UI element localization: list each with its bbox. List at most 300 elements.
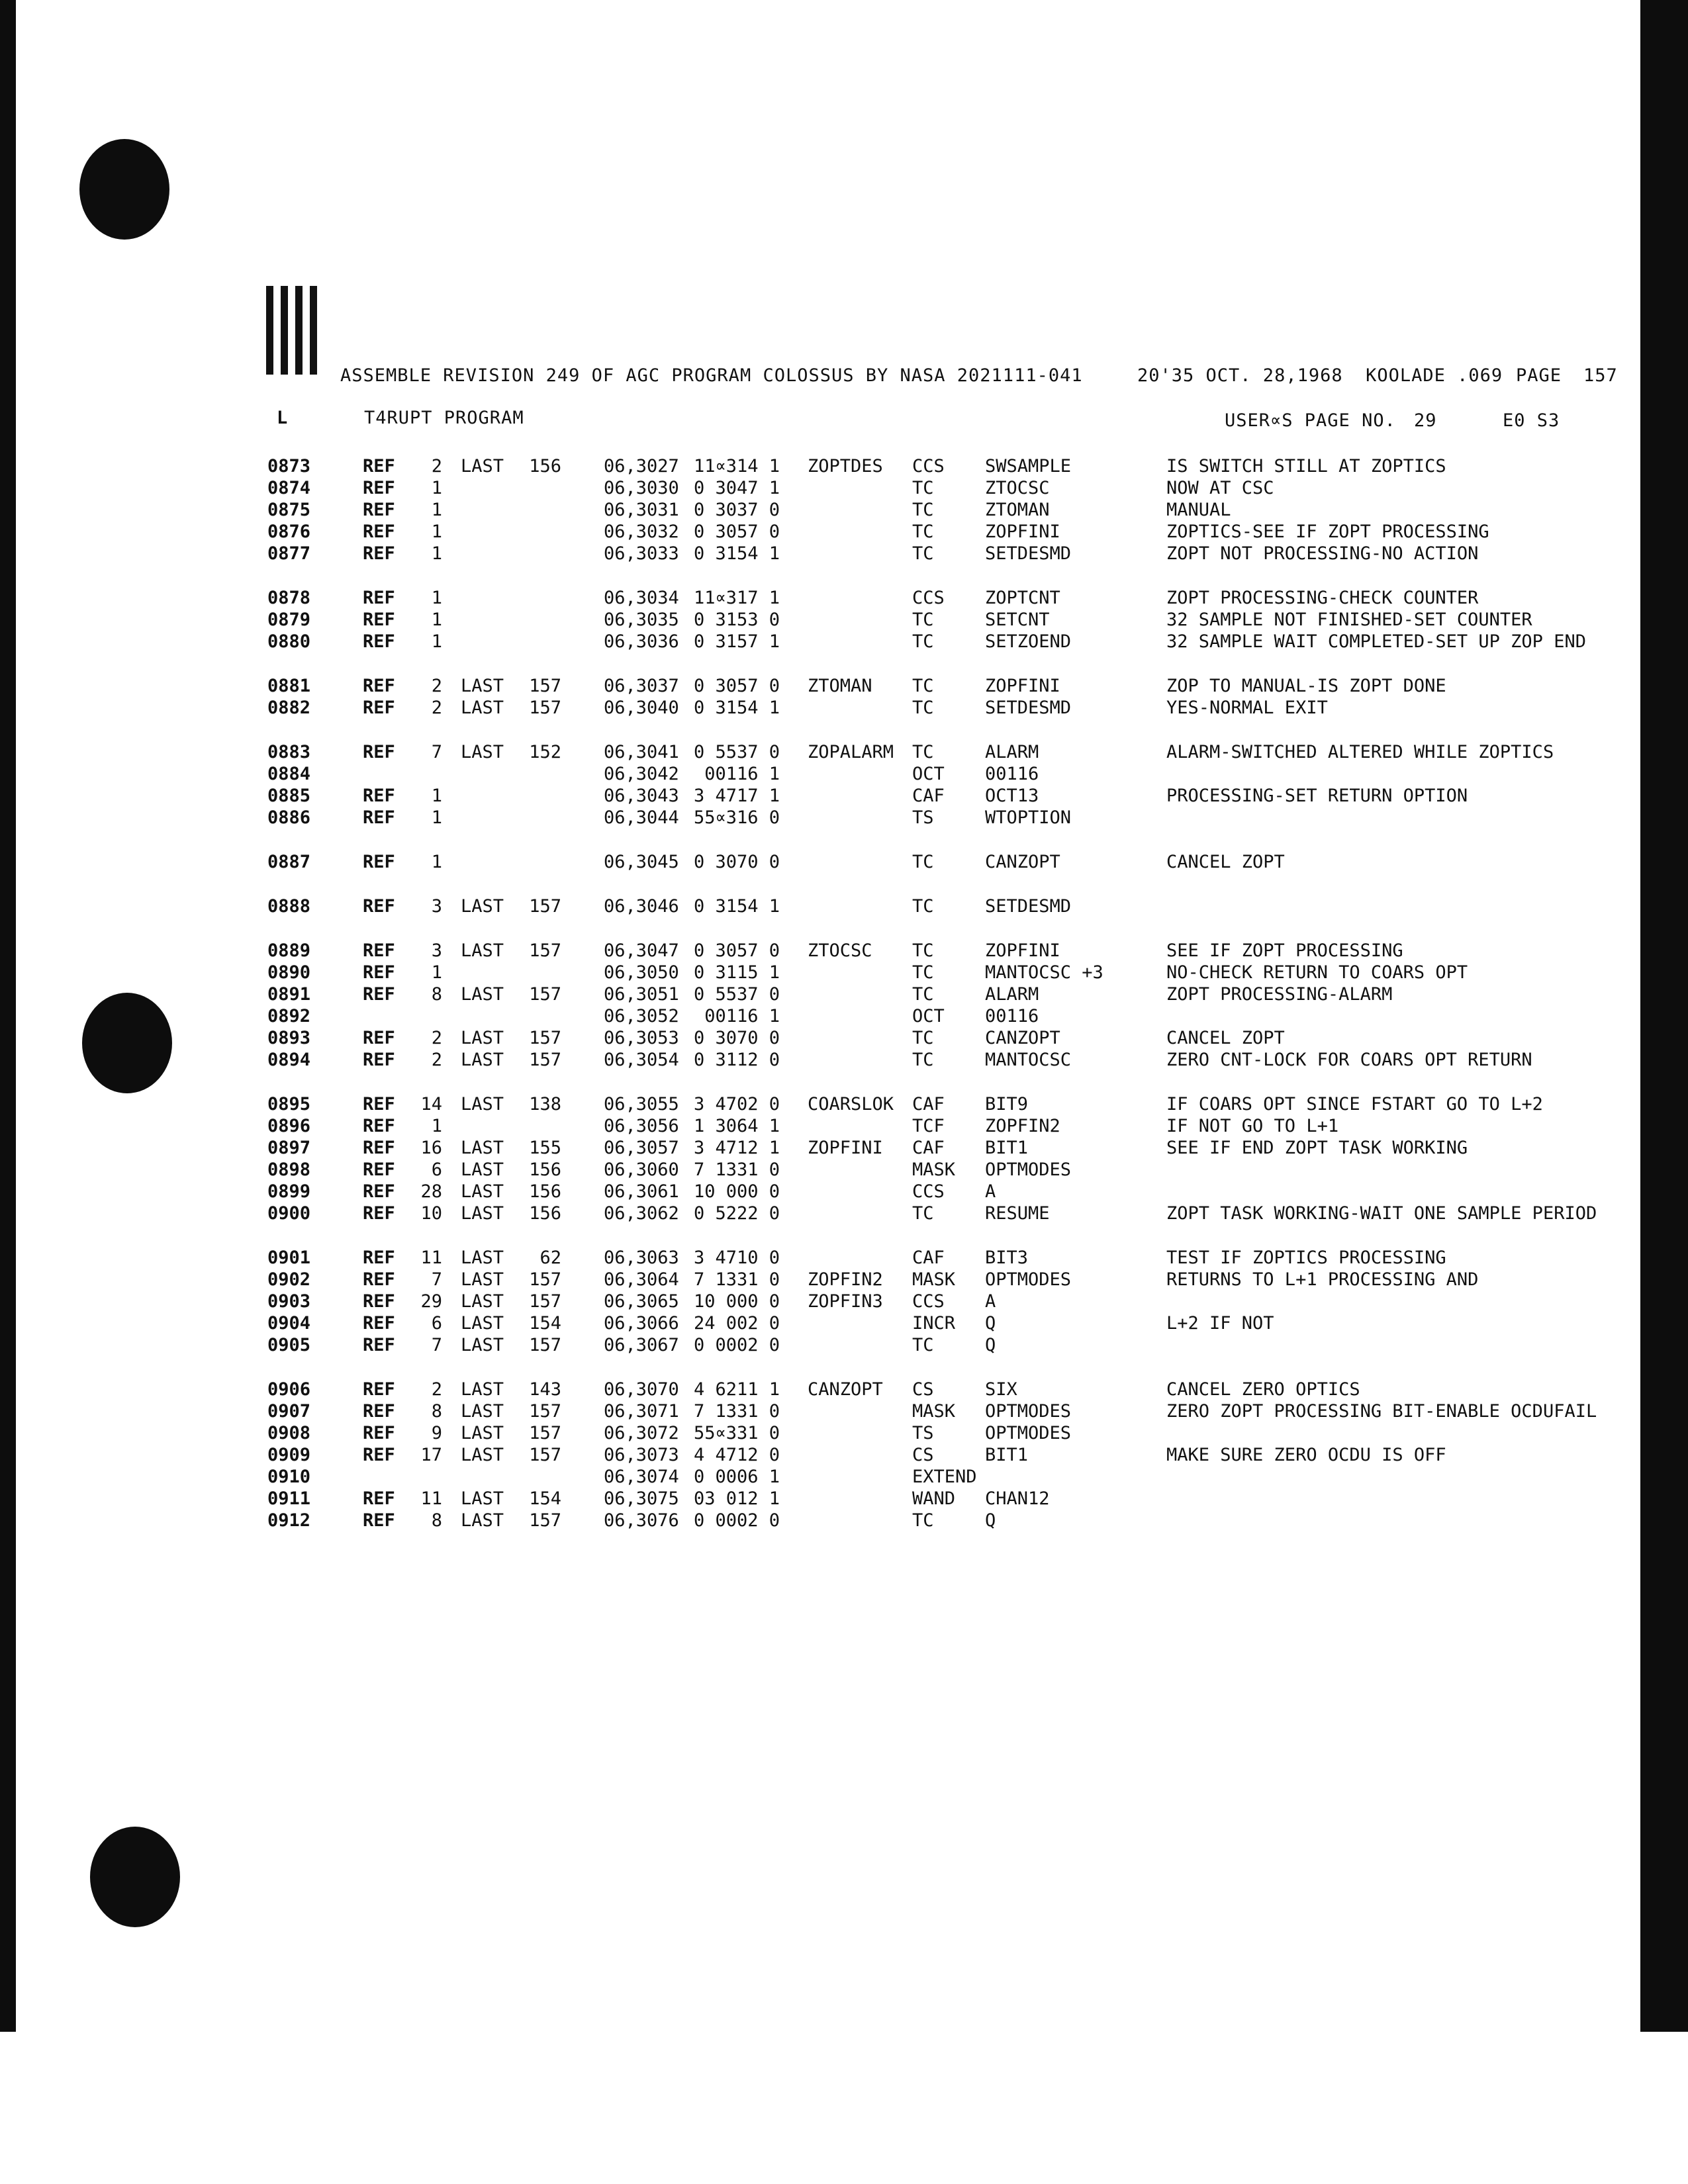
last-page: 157 bbox=[529, 1510, 561, 1531]
comment: TEST IF ZOPTICS PROCESSING bbox=[1166, 1248, 1446, 1268]
opcode: TC bbox=[912, 698, 934, 718]
address: 06,3070 bbox=[604, 1379, 679, 1400]
listing-row bbox=[0, 1312, 1688, 1334]
operand: CANZOPT bbox=[985, 852, 1060, 872]
last-keyword: LAST bbox=[461, 1510, 504, 1531]
ref-keyword: REF bbox=[363, 543, 395, 564]
line-number: 0906 bbox=[267, 1379, 311, 1400]
comment: IF COARS OPT SINCE FSTART GO TO L+2 bbox=[1166, 1094, 1543, 1115]
object-code: 0 3057 0 bbox=[694, 676, 780, 696]
opcode: TC bbox=[912, 1028, 934, 1048]
address: 06,3046 bbox=[604, 896, 679, 917]
object-code: 0 5537 0 bbox=[694, 742, 780, 762]
comment: ZOPT PROCESSING-CHECK COUNTER bbox=[1166, 588, 1479, 608]
listing-row bbox=[0, 1027, 1688, 1049]
opcode: CCS bbox=[912, 1181, 945, 1202]
opcode: CCS bbox=[912, 588, 945, 608]
ref-keyword: REF bbox=[363, 1291, 395, 1312]
object-code: 0 3047 1 bbox=[694, 478, 780, 498]
opcode: TC bbox=[912, 1510, 934, 1531]
listing-row bbox=[0, 1247, 1688, 1269]
ref-keyword: REF bbox=[363, 962, 395, 983]
object-code: 11∝317 1 bbox=[694, 588, 780, 608]
ref-count: 8 bbox=[431, 984, 442, 1005]
last-page: 157 bbox=[529, 984, 561, 1005]
listing-row bbox=[0, 587, 1688, 609]
last-keyword: LAST bbox=[461, 1291, 504, 1312]
address: 06,3066 bbox=[604, 1313, 679, 1334]
last-page: 157 bbox=[529, 676, 561, 696]
operand: CANZOPT bbox=[985, 1028, 1060, 1048]
comment: NO-CHECK RETURN TO COARS OPT bbox=[1166, 962, 1468, 983]
ref-keyword: REF bbox=[363, 1379, 395, 1400]
ref-count: 1 bbox=[431, 478, 442, 498]
address: 06,3041 bbox=[604, 742, 679, 762]
operand: SIX bbox=[985, 1379, 1017, 1400]
last-keyword: LAST bbox=[461, 1138, 504, 1158]
line-number: 0904 bbox=[267, 1313, 311, 1334]
address: 06,3047 bbox=[604, 940, 679, 961]
ref-count: 16 bbox=[420, 1138, 442, 1158]
line-number: 0892 bbox=[267, 1006, 311, 1026]
opcode: TC bbox=[912, 478, 934, 498]
ref-keyword: REF bbox=[363, 984, 395, 1005]
listing-row bbox=[0, 851, 1688, 873]
ref-keyword: REF bbox=[363, 852, 395, 872]
comment: L+2 IF NOT bbox=[1166, 1313, 1274, 1334]
object-code: 24 002 0 bbox=[694, 1313, 780, 1334]
comment: ZERO ZOPT PROCESSING BIT-ENABLE OCDUFAIL bbox=[1166, 1401, 1597, 1422]
comment: ZOP TO MANUAL-IS ZOPT DONE bbox=[1166, 676, 1446, 696]
operand: OPTMODES bbox=[985, 1423, 1072, 1443]
object-code: 3 4710 0 bbox=[694, 1248, 780, 1268]
comment: 32 SAMPLE NOT FINISHED-SET COUNTER bbox=[1166, 610, 1532, 630]
listing-row bbox=[0, 983, 1688, 1005]
line-number: 0874 bbox=[267, 478, 311, 498]
line-number: 0901 bbox=[267, 1248, 311, 1268]
opcode: MASK bbox=[912, 1401, 956, 1422]
last-page: 157 bbox=[529, 1269, 561, 1290]
listing-row bbox=[0, 1379, 1688, 1400]
opcode: TC bbox=[912, 1203, 934, 1224]
ref-count: 14 bbox=[420, 1094, 442, 1115]
object-code: 0 3070 0 bbox=[694, 1028, 780, 1048]
ref-keyword: REF bbox=[363, 676, 395, 696]
object-code: 0 3157 1 bbox=[694, 631, 780, 652]
opcode: TC bbox=[912, 984, 934, 1005]
address: 06,3073 bbox=[604, 1445, 679, 1465]
opcode: OCT bbox=[912, 764, 945, 784]
address: 06,3053 bbox=[604, 1028, 679, 1048]
listing-row bbox=[0, 1093, 1688, 1115]
object-code: 0 3057 0 bbox=[694, 940, 780, 961]
ref-count: 7 bbox=[431, 1335, 442, 1355]
last-keyword: LAST bbox=[461, 456, 504, 477]
address: 06,3034 bbox=[604, 588, 679, 608]
comment: MAKE SURE ZERO OCDU IS OFF bbox=[1166, 1445, 1446, 1465]
address: 06,3030 bbox=[604, 478, 679, 498]
operand: OPTMODES bbox=[985, 1401, 1072, 1422]
ref-count: 7 bbox=[431, 1269, 442, 1290]
ref-keyword: REF bbox=[363, 940, 395, 961]
address: 06,3075 bbox=[604, 1488, 679, 1509]
object-code: 0 0002 0 bbox=[694, 1510, 780, 1531]
opcode: CAF bbox=[912, 1094, 945, 1115]
operand: RESUME bbox=[985, 1203, 1050, 1224]
last-keyword: LAST bbox=[461, 896, 504, 917]
comment: 32 SAMPLE WAIT COMPLETED-SET UP ZOP END bbox=[1166, 631, 1586, 652]
ref-keyword: REF bbox=[363, 1269, 395, 1290]
last-page: 138 bbox=[529, 1094, 561, 1115]
ref-count: 10 bbox=[420, 1203, 442, 1224]
opcode: OCT bbox=[912, 1006, 945, 1026]
last-page: 62 bbox=[539, 1248, 561, 1268]
last-page: 143 bbox=[529, 1379, 561, 1400]
operand: OPTMODES bbox=[985, 1269, 1072, 1290]
last-keyword: LAST bbox=[461, 1313, 504, 1334]
address: 06,3032 bbox=[604, 522, 679, 542]
ref-count: 6 bbox=[431, 1313, 442, 1334]
ref-count: 9 bbox=[431, 1423, 442, 1443]
operand: Q bbox=[985, 1335, 996, 1355]
comment: MANUAL bbox=[1166, 500, 1231, 520]
opcode: CAF bbox=[912, 786, 945, 806]
address: 06,3074 bbox=[604, 1467, 679, 1487]
address: 06,3044 bbox=[604, 807, 679, 828]
address: 06,3045 bbox=[604, 852, 679, 872]
ref-count: 1 bbox=[431, 807, 442, 828]
comment: ZOPT NOT PROCESSING-NO ACTION bbox=[1166, 543, 1479, 564]
line-number: 0877 bbox=[267, 543, 311, 564]
line-number: 0897 bbox=[267, 1138, 311, 1158]
line-number: 0878 bbox=[267, 588, 311, 608]
operand: Q bbox=[985, 1313, 996, 1334]
opcode: TC bbox=[912, 610, 934, 630]
line-number: 0911 bbox=[267, 1488, 311, 1509]
comment: CANCEL ZERO OPTICS bbox=[1166, 1379, 1360, 1400]
listing-row bbox=[0, 1181, 1688, 1203]
last-keyword: LAST bbox=[461, 1181, 504, 1202]
program-title: T4RUPT PROGRAM bbox=[364, 408, 524, 428]
ref-count: 1 bbox=[431, 543, 442, 564]
line-number: 0875 bbox=[267, 500, 311, 520]
last-page: 157 bbox=[529, 698, 561, 718]
operand: BIT1 bbox=[985, 1138, 1029, 1158]
ref-keyword: REF bbox=[363, 786, 395, 806]
address: 06,3076 bbox=[604, 1510, 679, 1531]
last-keyword: LAST bbox=[461, 1050, 504, 1070]
line-number: 0888 bbox=[267, 896, 311, 917]
operand: SWSAMPLE bbox=[985, 456, 1072, 477]
last-page: 157 bbox=[529, 896, 561, 917]
opcode: CAF bbox=[912, 1248, 945, 1268]
address: 06,3054 bbox=[604, 1050, 679, 1070]
ref-keyword: REF bbox=[363, 1050, 395, 1070]
operand: ZOPFIN2 bbox=[985, 1116, 1060, 1136]
listing-row bbox=[0, 521, 1688, 543]
operand: BIT1 bbox=[985, 1445, 1029, 1465]
operand: 00116 bbox=[985, 1006, 1039, 1026]
ref-count: 7 bbox=[431, 742, 442, 762]
opcode: MASK bbox=[912, 1160, 956, 1180]
listing-row bbox=[0, 1159, 1688, 1181]
operand: SETDESMD bbox=[985, 543, 1072, 564]
object-code: 0 5537 0 bbox=[694, 984, 780, 1005]
ref-count: 1 bbox=[431, 786, 442, 806]
operand: OPTMODES bbox=[985, 1160, 1072, 1180]
line-number: 0886 bbox=[267, 807, 311, 828]
ref-keyword: REF bbox=[363, 1181, 395, 1202]
listing-row bbox=[0, 675, 1688, 697]
address: 06,3067 bbox=[604, 1335, 679, 1355]
ref-keyword: REF bbox=[363, 1248, 395, 1268]
page-number: 157 bbox=[1583, 365, 1618, 386]
line-number: 0898 bbox=[267, 1160, 311, 1180]
ref-keyword: REF bbox=[363, 1488, 395, 1509]
operand: ZTOCSC bbox=[985, 478, 1050, 498]
ref-keyword: REF bbox=[363, 742, 395, 762]
last-page: 155 bbox=[529, 1138, 561, 1158]
last-page: 154 bbox=[529, 1488, 561, 1509]
punch-hole-bottom bbox=[90, 1827, 180, 1927]
object-code: 0 3153 0 bbox=[694, 610, 780, 630]
object-code: 0 3154 1 bbox=[694, 896, 780, 917]
ref-count: 1 bbox=[431, 522, 442, 542]
last-keyword: LAST bbox=[461, 1488, 504, 1509]
listing-row bbox=[0, 1115, 1688, 1137]
address: 06,3071 bbox=[604, 1401, 679, 1422]
line-number: 0894 bbox=[267, 1050, 311, 1070]
opcode: TC bbox=[912, 543, 934, 564]
comment: ZOPT PROCESSING-ALARM bbox=[1166, 984, 1393, 1005]
ref-keyword: REF bbox=[363, 1313, 395, 1334]
opcode: WAND bbox=[912, 1488, 956, 1509]
comment: SEE IF ZOPT PROCESSING bbox=[1166, 940, 1403, 961]
last-page: 156 bbox=[529, 1203, 561, 1224]
last-keyword: LAST bbox=[461, 742, 504, 762]
line-number: 0880 bbox=[267, 631, 311, 652]
address: 06,3060 bbox=[604, 1160, 679, 1180]
operand: ZTOMAN bbox=[985, 500, 1050, 520]
last-page: 157 bbox=[529, 1291, 561, 1312]
ref-keyword: REF bbox=[363, 478, 395, 498]
operand: ZOPFINI bbox=[985, 940, 1060, 961]
ref-count: 2 bbox=[431, 456, 442, 477]
last-page: 157 bbox=[529, 1335, 561, 1355]
comment: CANCEL ZOPT bbox=[1166, 852, 1285, 872]
listing-row bbox=[0, 1400, 1688, 1422]
operand: ALARM bbox=[985, 984, 1039, 1005]
opcode: CCS bbox=[912, 456, 945, 477]
ref-count: 17 bbox=[420, 1445, 442, 1465]
ref-count: 1 bbox=[431, 852, 442, 872]
ref-keyword: REF bbox=[363, 698, 395, 718]
line-number: 0899 bbox=[267, 1181, 311, 1202]
listing-row bbox=[0, 741, 1688, 763]
opcode: TC bbox=[912, 940, 934, 961]
line-number: 0887 bbox=[267, 852, 311, 872]
ref-keyword: REF bbox=[363, 1138, 395, 1158]
line-number: 0907 bbox=[267, 1401, 311, 1422]
operand: ZOPFINI bbox=[985, 522, 1060, 542]
last-page: 157 bbox=[529, 1423, 561, 1443]
address: 06,3061 bbox=[604, 1181, 679, 1202]
line-number: 0876 bbox=[267, 522, 311, 542]
last-keyword: LAST bbox=[461, 1248, 504, 1268]
object-code: 3 4717 1 bbox=[694, 786, 780, 806]
last-page: 154 bbox=[529, 1313, 561, 1334]
object-code: 10 000 0 bbox=[694, 1181, 780, 1202]
address: 06,3050 bbox=[604, 962, 679, 983]
ref-keyword: REF bbox=[363, 631, 395, 652]
opcode: MASK bbox=[912, 1269, 956, 1290]
address: 06,3051 bbox=[604, 984, 679, 1005]
ref-keyword: REF bbox=[363, 1401, 395, 1422]
ref-keyword: REF bbox=[363, 500, 395, 520]
label: ZOPALARM bbox=[808, 742, 894, 762]
operand: ALARM bbox=[985, 742, 1039, 762]
ref-keyword: REF bbox=[363, 1160, 395, 1180]
address: 06,3037 bbox=[604, 676, 679, 696]
object-code: 00116 1 bbox=[694, 764, 780, 784]
listing-row bbox=[0, 1510, 1688, 1531]
object-code: 0 3112 0 bbox=[694, 1050, 780, 1070]
date-line: 20'35 OCT. 28,1968 KOOLADE .069 bbox=[1137, 365, 1503, 386]
punch-hole-top bbox=[79, 139, 169, 240]
operand: SETZOEND bbox=[985, 631, 1072, 652]
line-number: 0903 bbox=[267, 1291, 311, 1312]
listing-row bbox=[0, 1488, 1688, 1510]
last-keyword: LAST bbox=[461, 940, 504, 961]
users-page-number: 29 bbox=[1414, 410, 1437, 431]
last-page: 152 bbox=[529, 742, 561, 762]
last-page: 157 bbox=[529, 1401, 561, 1422]
object-code: 0 0002 0 bbox=[694, 1335, 780, 1355]
object-code: 11∝314 1 bbox=[694, 456, 780, 477]
listing-row bbox=[0, 1269, 1688, 1291]
users-page-label: USER∝S PAGE NO. bbox=[1225, 410, 1396, 431]
comment: YES-NORMAL EXIT bbox=[1166, 698, 1328, 718]
listing-row bbox=[0, 785, 1688, 807]
comment: IF NOT GO TO L+1 bbox=[1166, 1116, 1339, 1136]
label: COARSLOK bbox=[808, 1094, 894, 1115]
ref-keyword: REF bbox=[363, 896, 395, 917]
line-number: 0883 bbox=[267, 742, 311, 762]
listing-row bbox=[0, 631, 1688, 653]
opcode: EXTEND bbox=[912, 1467, 977, 1487]
listing-row bbox=[0, 1049, 1688, 1071]
ref-count: 11 bbox=[420, 1248, 442, 1268]
label: ZOPTDES bbox=[808, 456, 883, 477]
ref-count: 2 bbox=[431, 1379, 442, 1400]
address: 06,3072 bbox=[604, 1423, 679, 1443]
assembly-listing bbox=[0, 455, 1688, 1531]
assemble-line: ASSEMBLE REVISION 249 OF AGC PROGRAM COLOSSUS BY NASA 2021111-041 bbox=[340, 365, 1083, 386]
ref-keyword: REF bbox=[363, 1116, 395, 1136]
address: 06,3062 bbox=[604, 1203, 679, 1224]
operand: Q bbox=[985, 1510, 996, 1531]
ref-keyword: REF bbox=[363, 1445, 395, 1465]
last-keyword: LAST bbox=[461, 676, 504, 696]
address: 06,3035 bbox=[604, 610, 679, 630]
listing-row bbox=[0, 895, 1688, 917]
listing-row bbox=[0, 455, 1688, 477]
ref-count: 2 bbox=[431, 698, 442, 718]
last-keyword: LAST bbox=[461, 698, 504, 718]
opcode: TC bbox=[912, 676, 934, 696]
ref-keyword: REF bbox=[363, 1028, 395, 1048]
ref-count: 6 bbox=[431, 1160, 442, 1180]
listing-row bbox=[0, 763, 1688, 785]
last-keyword: LAST bbox=[461, 1423, 504, 1443]
opcode: TC bbox=[912, 1050, 934, 1070]
last-page: 156 bbox=[529, 1181, 561, 1202]
address: 06,3042 bbox=[604, 764, 679, 784]
opcode: CS bbox=[912, 1379, 934, 1400]
listing-row bbox=[0, 1466, 1688, 1488]
operand: ZOPFINI bbox=[985, 676, 1060, 696]
operand: MANTOCSC +3 bbox=[985, 962, 1103, 983]
object-code: 0 3070 0 bbox=[694, 852, 780, 872]
line-number: 0895 bbox=[267, 1094, 311, 1115]
ref-keyword: REF bbox=[363, 1335, 395, 1355]
ref-count: 1 bbox=[431, 610, 442, 630]
ref-count: 1 bbox=[431, 631, 442, 652]
ref-count: 29 bbox=[420, 1291, 442, 1312]
ref-keyword: REF bbox=[363, 610, 395, 630]
ref-keyword: REF bbox=[363, 522, 395, 542]
label: ZOPFIN2 bbox=[808, 1269, 883, 1290]
line-number: 0896 bbox=[267, 1116, 311, 1136]
last-page: 157 bbox=[529, 1050, 561, 1070]
listing-row bbox=[0, 499, 1688, 521]
object-code: 10 000 0 bbox=[694, 1291, 780, 1312]
address: 06,3057 bbox=[604, 1138, 679, 1158]
address: 06,3043 bbox=[604, 786, 679, 806]
object-code: 7 1331 0 bbox=[694, 1401, 780, 1422]
opcode: INCR bbox=[912, 1313, 956, 1334]
listing-row bbox=[0, 1334, 1688, 1356]
last-keyword: LAST bbox=[461, 1401, 504, 1422]
opcode: TCF bbox=[912, 1116, 945, 1136]
line-number: 0873 bbox=[267, 456, 311, 477]
comment: PROCESSING-SET RETURN OPTION bbox=[1166, 786, 1468, 806]
ref-keyword: REF bbox=[363, 807, 395, 828]
address: 06,3052 bbox=[604, 1006, 679, 1026]
object-code: 00116 1 bbox=[694, 1006, 780, 1026]
listing-row bbox=[0, 1137, 1688, 1159]
line-number: 0909 bbox=[267, 1445, 311, 1465]
line-number: 0902 bbox=[267, 1269, 311, 1290]
object-code: 4 4712 0 bbox=[694, 1445, 780, 1465]
ref-count: 2 bbox=[431, 676, 442, 696]
listing-row bbox=[0, 1203, 1688, 1224]
line-number: 0885 bbox=[267, 786, 311, 806]
last-page: 157 bbox=[529, 1028, 561, 1048]
operand: 00116 bbox=[985, 764, 1039, 784]
last-keyword: LAST bbox=[461, 1335, 504, 1355]
object-code: 0 3115 1 bbox=[694, 962, 780, 983]
line-number: 0882 bbox=[267, 698, 311, 718]
ref-count: 1 bbox=[431, 962, 442, 983]
comment: IS SWITCH STILL AT ZOPTICS bbox=[1166, 456, 1446, 477]
object-code: 0 3154 1 bbox=[694, 698, 780, 718]
label: CANZOPT bbox=[808, 1379, 883, 1400]
line-number: 0893 bbox=[267, 1028, 311, 1048]
label: ZOPFINI bbox=[808, 1138, 883, 1158]
object-code: 03 012 1 bbox=[694, 1488, 780, 1509]
ref-count: 8 bbox=[431, 1510, 442, 1531]
